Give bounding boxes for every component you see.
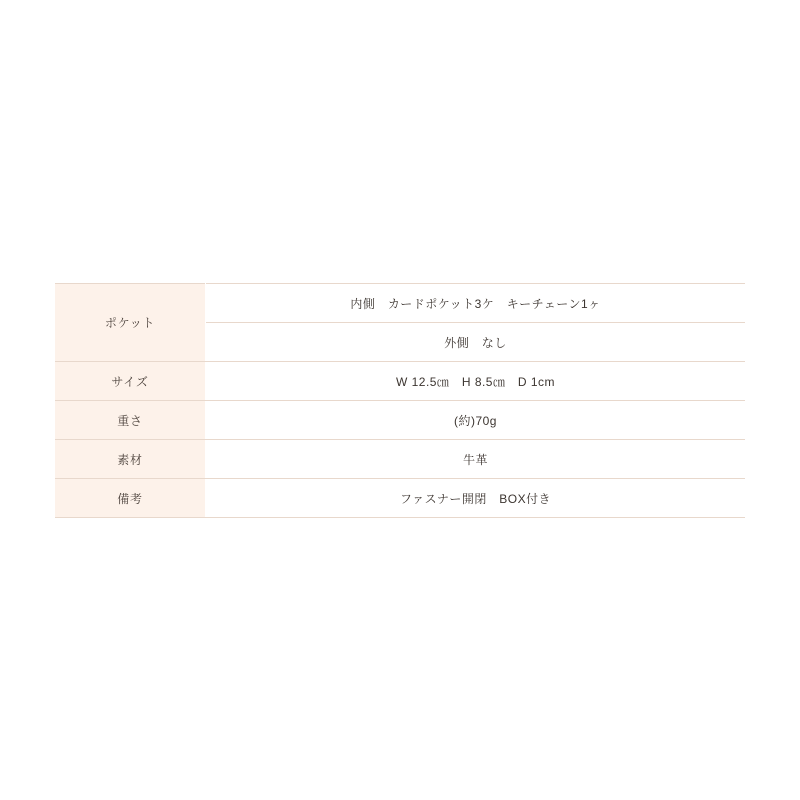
table-row <box>55 401 745 440</box>
spec-value-weight: (約)70g <box>206 401 746 440</box>
spec-label-pocket: ポケット <box>55 284 206 362</box>
spec-label-material: 素材 <box>55 440 206 479</box>
spec-label-remarks: 備考 <box>55 479 206 518</box>
spec-value-pocket-outer: 外側 なし <box>206 322 745 361</box>
spec-value-material: 牛革 <box>206 440 746 479</box>
table-row <box>55 440 745 479</box>
spec-value-remarks: ファスナー開閉 BOX付き <box>206 479 746 518</box>
spec-label-weight: 重さ <box>55 401 206 440</box>
spec-label-size: サイズ <box>55 362 206 401</box>
table-row <box>55 362 745 401</box>
spec-value-pocket-inner: 内側 カードポケット3ケ キーチェーン1ヶ <box>350 296 601 311</box>
spec-value-size: W 12.5㎝ H 8.5㎝ D 1cm <box>206 362 746 401</box>
spec-value-pocket <box>206 284 746 362</box>
table-row <box>55 479 745 518</box>
value-stack <box>206 284 745 361</box>
product-specification-table <box>55 283 745 518</box>
spec-table-container <box>55 283 745 518</box>
table-row <box>55 284 745 362</box>
